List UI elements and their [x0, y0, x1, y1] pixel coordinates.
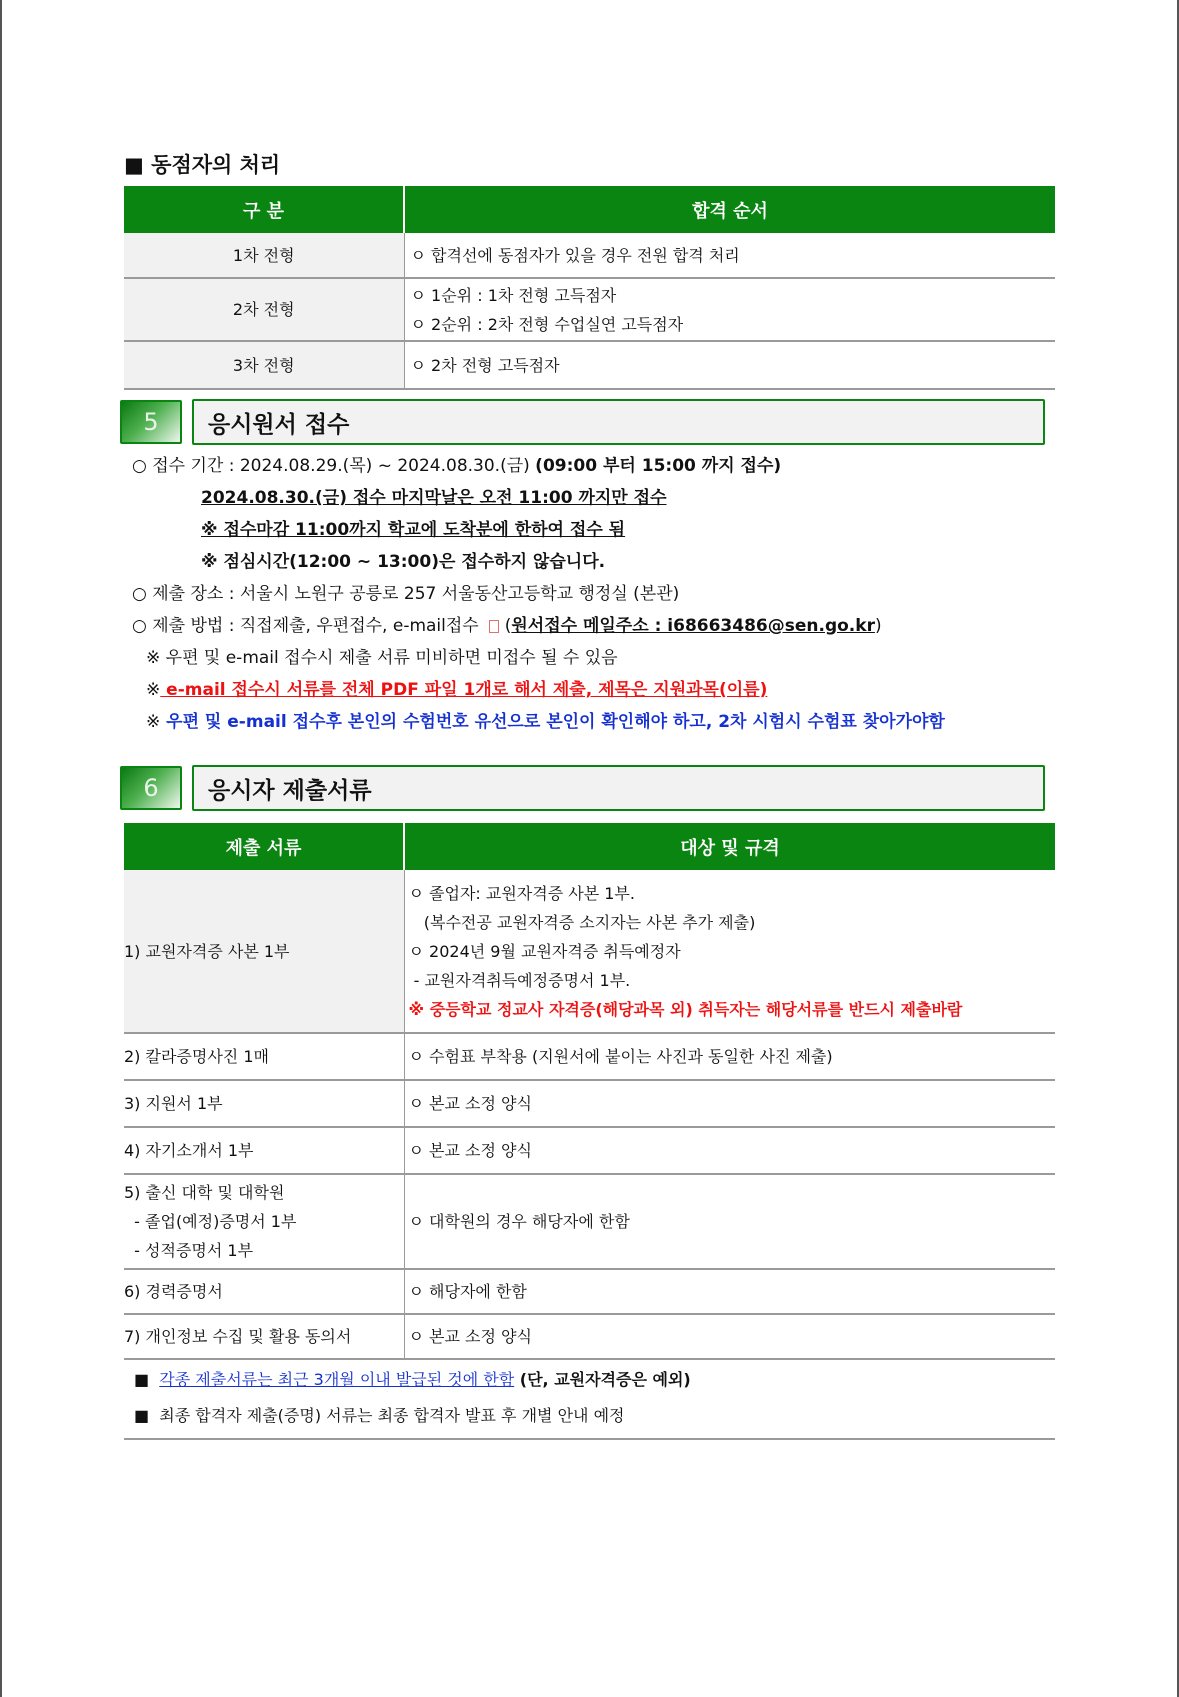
doc-row1-warning: ※ 중등학교 정교사 자격증(해당과목 외) 취득자는 해당서류를 반드시 제출바람 [408, 999, 963, 1019]
tie-stage-3: 3차 전형 [124, 341, 404, 389]
footnote-final-text: 최종 합격자 제출(증명) 서류는 최종 합격자 발표 후 개별 안내 예정 [159, 1406, 625, 1425]
section6-number: 6 [120, 766, 182, 810]
footnote-recent-rest: (단, 교원자격증은 예외) [514, 1370, 691, 1389]
square-bullet-icon: ■ [134, 1370, 150, 1389]
note-pdf: e-mail 접수시 서류를 전체 PDF 파일 1개로 해서 제출, 제목은 지원과목(이름) [160, 680, 768, 700]
email-close-paren: ) [874, 616, 882, 636]
period-time: (09:00 부터 15:00 까지 접수) [535, 456, 782, 476]
doc-row5-line-3: - 성적증명서 1부 [124, 1241, 254, 1260]
doc-row3-spec: ㅇ 본교 소정 양식 [404, 1080, 1055, 1127]
tie-order-2-line-1: ㅇ 1순위 : 1차 전형 고득점자 [410, 285, 617, 305]
period-label: ○ 접수 기간 : 2024.08.29.(목) ~ 2024.08.30.(금) [132, 456, 536, 476]
note-pdf-mark: ※ [146, 680, 161, 700]
table-row [124, 870, 1055, 1033]
tie-table-header [124, 186, 1055, 233]
footnote-recent-link[interactable]: 각종 제출서류는 최근 3개월 이내 발급된 것에 한함 [159, 1370, 515, 1389]
last-day-line: 2024.08.30.(금) 접수 마지막날은 오전 11:00 까지만 접수 [201, 488, 667, 508]
doc-row1-line-1: ㅇ 졸업자: 교원자격증 사본 1부. [408, 883, 635, 903]
docs-col-spec: 대상 및 규격 [404, 823, 1055, 870]
tie-order-2 [404, 278, 1055, 341]
method-line [132, 610, 1055, 642]
tie-table [124, 186, 1055, 390]
table-row [124, 278, 1055, 341]
broken-glyph-icon [489, 620, 499, 633]
tie-heading: ■ 동점자의 처리 [124, 153, 281, 177]
doc-row5-line-2: - 졸업(예정)증명서 1부 [124, 1212, 297, 1231]
doc-row2-spec: ㅇ 수험표 부착용 (지원서에 붙이는 사진과 동일한 사진 제출) [404, 1033, 1055, 1080]
doc-row6-spec: ㅇ 해당자에 한함 [404, 1269, 1055, 1314]
documents-table-header [124, 823, 1055, 870]
doc-row5-spec: ㅇ 대학원의 경우 해당자에 한함 [404, 1174, 1055, 1269]
doc-row1-line-4: - 교원자격취득예정증명서 1부. [408, 970, 631, 990]
tie-stage-1: 1차 전형 [124, 233, 404, 278]
doc-row1-name: 1) 교원자격증 사본 1부 [124, 870, 404, 1033]
doc-row1-line-3: ㅇ 2024년 9월 교원자격증 취득예정자 [408, 941, 681, 961]
table-row [124, 233, 1055, 278]
section5-banner [120, 398, 1055, 446]
doc-row4-name: 4) 자기소개서 1부 [124, 1127, 404, 1174]
note-incomplete: ※ 우편 및 e-mail 접수시 제출 서류 미비하면 미접수 될 수 있음 [146, 648, 618, 668]
table-row [124, 1033, 1055, 1080]
place-line: ○ 제출 장소 : 서울시 노원구 공릉로 257 서울동산고등학교 행정실 (본관) [132, 584, 680, 604]
doc-row2-name: 2) 칼라증명사진 1매 [124, 1033, 404, 1080]
doc-row1-spec [404, 870, 1055, 1033]
section5-title: 응시원서 접수 [192, 399, 1045, 445]
note-exam-number: 우편 및 e-mail 접수후 본인의 수험번호 유선으로 본인이 확인해야 하고, 2차 시험시 수험표 찾아가야함 [160, 712, 945, 732]
table-row [124, 1080, 1055, 1127]
footnote-recent [124, 1362, 1055, 1398]
document-body [124, 150, 1055, 1440]
doc-row7-name: 7) 개인정보 수집 및 활용 동의서 [124, 1314, 404, 1359]
note-exam-mark: ※ [146, 712, 161, 732]
documents-table [124, 823, 1055, 1360]
section5-content [124, 450, 1055, 738]
table-row [124, 1269, 1055, 1314]
table-row [124, 1174, 1055, 1269]
table-row [124, 341, 1055, 389]
tie-stage-2: 2차 전형 [124, 278, 404, 341]
tie-order-1: ㅇ 합격선에 동점자가 있을 경우 전원 합격 처리 [404, 233, 1055, 278]
page-border-left [0, 0, 2, 1697]
tie-col-order: 합격 순서 [404, 186, 1055, 233]
section6-title: 응시자 제출서류 [192, 765, 1045, 811]
documents-footnotes [124, 1360, 1055, 1440]
doc-row4-spec: ㅇ 본교 소정 양식 [404, 1127, 1055, 1174]
doc-row1-line-2: (복수전공 교원자격증 소지자는 사본 추가 제출) [408, 912, 756, 932]
doc-row6-name: 6) 경력증명서 [124, 1269, 404, 1314]
table-row [124, 1314, 1055, 1359]
docs-col-doc: 제출 서류 [124, 823, 404, 870]
doc-row5-name [124, 1174, 404, 1269]
lunch-line: ※ 점심시간(12:00 ~ 13:00)은 접수하지 않습니다. [201, 552, 606, 572]
section5-number: 5 [120, 400, 182, 444]
square-bullet-icon: ■ [134, 1406, 150, 1425]
note-pdf-line [132, 674, 1055, 706]
note-exam-number-line [132, 706, 1055, 738]
method-text: ○ 제출 방법 : 직접제출, 우편접수, e-mail접수 [132, 616, 479, 636]
email-address-link[interactable]: 원서접수 메일주소 : i68663486@sen.go.kr [511, 616, 875, 636]
doc-row5-line-1: 5) 출신 대학 및 대학원 [124, 1183, 285, 1202]
tie-order-3: ㅇ 2차 전형 고득점자 [404, 341, 1055, 389]
section6-banner [120, 764, 1055, 812]
period-line [132, 450, 1055, 482]
doc-row3-name: 3) 지원서 1부 [124, 1080, 404, 1127]
footnote-final [124, 1398, 1055, 1434]
tie-col-stage: 구 분 [124, 186, 404, 233]
email-open-paren: ( [504, 616, 512, 636]
tie-order-2-line-2: ㅇ 2순위 : 2차 전형 수업실연 고득점자 [410, 314, 684, 334]
deadline-line: ※ 접수마감 11:00까지 학교에 도착분에 한하여 접수 됨 [201, 520, 626, 540]
table-row [124, 1127, 1055, 1174]
doc-row7-spec: ㅇ 본교 소정 양식 [404, 1314, 1055, 1359]
